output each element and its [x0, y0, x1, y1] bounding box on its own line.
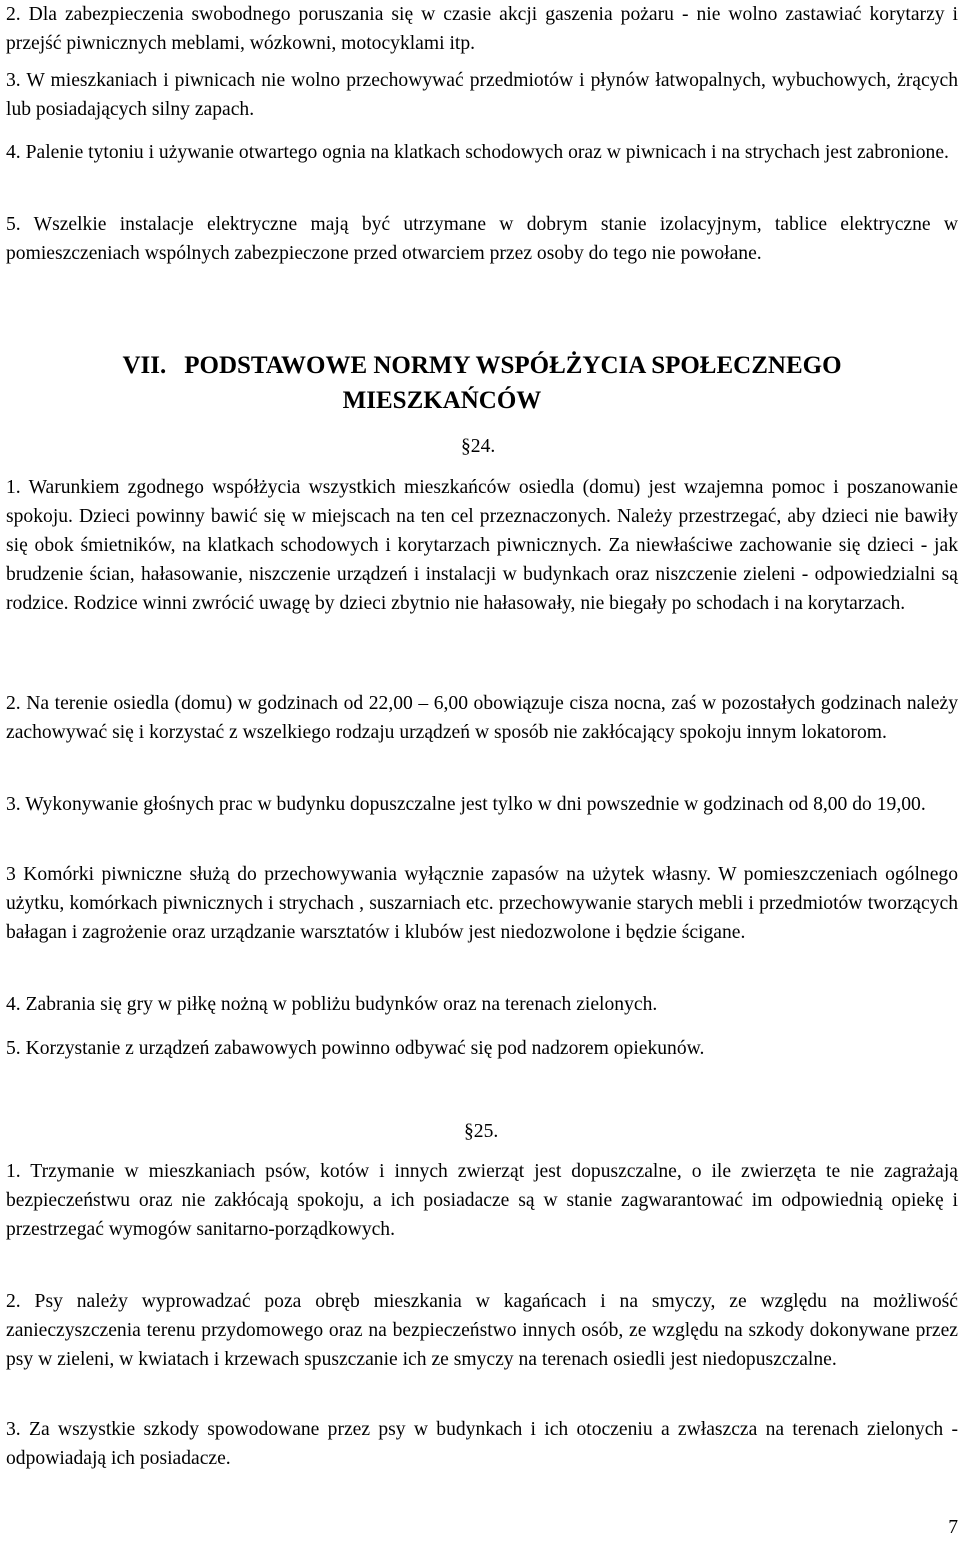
paragraph — [6, 990, 958, 1019]
paragraph-text: 1. Warunkiem zgodnego współżycia wszystkich mieszkańców osiedla (domu) jest wzajemna pomoc i poszanowanie spokoju. Dzieci powinny bawić się w miejscach na ten cel przeznaczonych. Należy przestrzegać, aby dzieci nie bawiły się obok śmietników, na klatkach schodowych i korytarzach piwnicznych. Za niewłaściwe zachowanie się dzieci - jak brudzenie ścian, hałasowanie, niszczenie urządzeń i instalacji w budynkach oraz niszczenie zieleni - odpowiedzialni są rodzice. Rodzice winni zwrócić uwagę by dzieci zbytnio nie hałasowały, nie biegały po schodach i na korytarzach. — [6, 477, 958, 614]
paragraph-text: 3. Wykonywanie głośnych prac w budynku dopuszczalne jest tylko w dni powszednie w godzinach od 8,00 do 19,00. — [6, 794, 926, 815]
paragraph-text: 3. W mieszkaniach i piwnicach nie wolno przechowywać przedmiotów i płynów łatwopalnych, wybuchowych, żrących lub posiadających silny zapach. — [6, 70, 958, 120]
paragraph — [6, 1157, 958, 1244]
section-mark-24 — [461, 432, 495, 461]
paragraph-text: 3. Za wszystkie szkody spowodowane przez psy w budynkach i ich otoczeniu a zwłaszcza na terenach zielonych - odpowiadają ich posiadacze. — [6, 1419, 958, 1469]
paragraph-text: 5. Wszelkie instalacje elektryczne mają być utrzymane w dobrym stanie izolacyjnym, tablice elektryczne w pomieszczeniach wspólnych zabezpieczone przed otwarciem przez osoby do tego nie powołane. — [6, 214, 958, 264]
paragraph — [6, 860, 958, 947]
paragraph — [6, 790, 958, 819]
paragraph-text: 2. Psy należy wyprowadzać poza obręb mieszkania w kagańcach i na smyczy, ze względu na możliwość zanieczyszczenia terenu przydomowego oraz na bezpieczeństwo innych osób, ze względu na szkody dokonywane przez psy w zieleni, w kwiatach i krzewach spuszczanie ich ze smyczy na terenach osiedli jest niedopuszczalne. — [6, 1291, 958, 1370]
paragraph-text: 2. Na terenie osiedla (domu) w godzinach od 22,00 – 6,00 obowiązuje cisza nocna, zaś w pozostałych godzinach należy zachowywać się i korzystać z wszelkiego rodzaju urządzeń w sposób nie zakłócający spokoju innym lokatorom. — [6, 693, 958, 743]
section-number: 25. — [473, 1121, 499, 1142]
chapter-number: VII. — [122, 352, 167, 379]
paragraph-text: 4. Palenie tytoniu i używanie otwartego ognia na klatkach schodowych oraz w piwnicach i na strychach jest zabronione. — [6, 142, 949, 163]
section-number: 24. — [470, 436, 496, 457]
section-sign: § — [461, 436, 471, 457]
section-sign: § — [464, 1121, 474, 1142]
paragraph — [6, 1034, 958, 1063]
paragraph — [6, 210, 958, 268]
paragraph — [6, 138, 958, 167]
paragraph-text: 1. Trzymanie w mieszkaniach psów, kotów i innych zwierząt jest dopuszczalne, o ile zwierzęta te nie zagrażają bezpieczeństwu oraz nie zakłócają spokoju, a ich posiadacze są w stanie zagwarantować im odpowiednią opiekę i przestrzegać wymogów sanitarno-porządkowych. — [6, 1161, 958, 1240]
chapter-heading — [6, 350, 958, 382]
paragraph-text: 4. Zabrania się gry w piłkę nożną w pobliżu budynków oraz na terenach zielonych. — [6, 994, 658, 1015]
paragraph-text: 5. Korzystanie z urządzeń zabawowych powinno odbywać się pod nadzorem opiekunów. — [6, 1038, 705, 1059]
paragraph — [6, 0, 958, 58]
paragraph — [6, 1287, 958, 1374]
paragraph — [6, 66, 958, 124]
page-number: 7 — [948, 1517, 958, 1538]
paragraph — [6, 1415, 958, 1473]
chapter-title-line1: PODSTAWOWE NORMY WSPÓŁŻYCIA SPOŁECZNEGO — [184, 352, 842, 379]
chapter-title-line2: MIESZKAŃCÓW — [342, 387, 542, 414]
paragraph — [6, 473, 958, 618]
chapter-heading-line2 — [6, 385, 958, 417]
section-mark-25 — [464, 1117, 498, 1146]
paragraph-text: 2. Dla zabezpieczenia swobodnego poruszania się w czasie akcji gaszenia pożaru - nie wolno zastawiać korytarzy i przejść piwnicznych meblami, wózkowni, motocyklami itp. — [6, 4, 958, 54]
paragraph — [6, 689, 958, 747]
paragraph-text: 3 Komórki piwniczne służą do przechowywania wyłącznie zapasów na użytek własny. W pomieszczeniach ogólnego użytku, komórkach piwnicznych i strychach , suszarniach etc. przechowywanie starych mebli i przedmiotów tworzących bałagan i zagrożenie oraz urządzanie warsztatów i klubów jest niedozwolone i będzie ścigane. — [6, 864, 958, 943]
